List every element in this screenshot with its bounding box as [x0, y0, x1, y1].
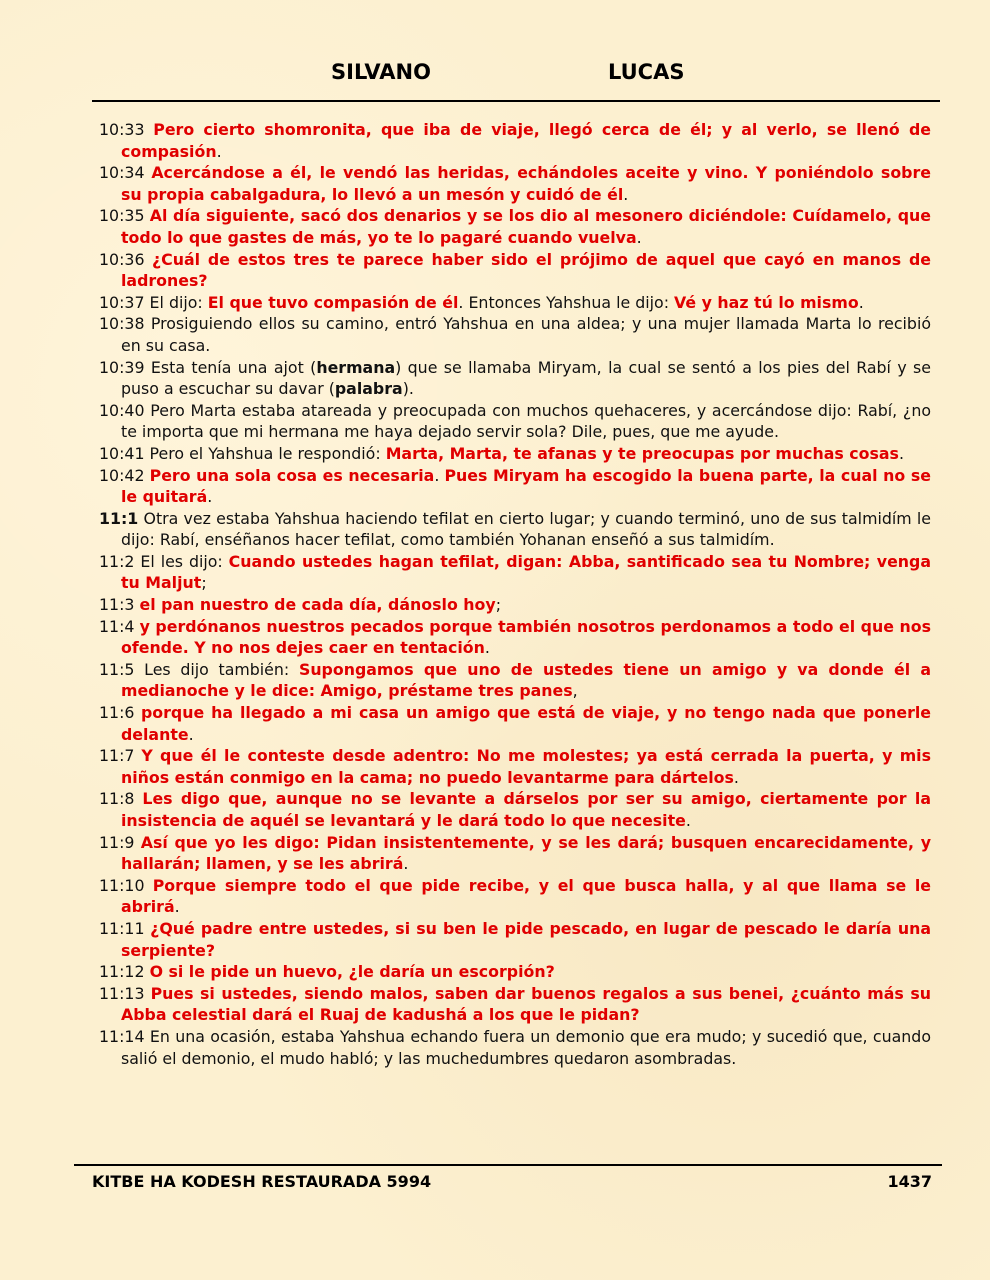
verse-number: 11:11 — [99, 918, 145, 938]
verse-text: . — [858, 292, 864, 312]
verse-number: 11:7 — [99, 746, 135, 766]
verse-text: Esta tenía una ajot ( — [144, 357, 317, 377]
verse-text: . — [733, 767, 739, 787]
page-footer — [92, 1172, 932, 1191]
verse-text-red: Marta, Marta, te afanas y te preocupas por muchas cosas — [385, 443, 899, 463]
verse-text: El les dijo: — [134, 551, 229, 571]
verse-text-red: El que tuvo compasión de él — [207, 292, 459, 312]
verse-number: 11:1 — [99, 508, 139, 528]
verse-text: , — [572, 681, 578, 701]
verse-text: ; — [201, 573, 207, 593]
verse-text: ). — [402, 379, 414, 399]
verse-number: 10:41 — [99, 443, 145, 463]
verse-text-red: Acercándose a él, le vendó las heridas, echándoles aceite y vino. Y poniéndolo sobre su propia cabalgadura, lo llevó a un mesón y cuidó de él — [121, 163, 931, 204]
verse-text-red: O si le pide un huevo, ¿le daría un escorpión? — [149, 962, 555, 982]
header-author: SILVANO — [331, 60, 431, 84]
verse-text-red: ¿Qué padre entre ustedes, si su ben le pide pescado, en lugar de pescado le daría una serpiente? — [121, 918, 931, 960]
verse-text: Prosiguiendo ellos su camino, entró Yahshua en una aldea; y una mujer llamada Marta lo recibió en su casa. — [121, 314, 931, 355]
verse-text-red: Al día siguiente, sacó dos denarios y se los dio al mesonero diciéndole: Cuídamelo, que todo lo que gastes de más, yo te lo pagaré cuando vuelva — [121, 206, 931, 247]
verse — [99, 465, 931, 508]
verse-number: 10:33 — [99, 120, 145, 139]
verse-number: 11:6 — [99, 703, 135, 723]
verse-text: . — [636, 227, 642, 247]
verse-text-red: Y que él le conteste desde adentro: No me molestes; ya está cerrada la puerta, y mis niños están conmigo en la cama; no puedo levantarme para dártelos — [121, 746, 931, 787]
verse-number: 10:39 — [99, 357, 145, 377]
verse-text: . — [898, 443, 904, 463]
verse-number: 11:10 — [99, 875, 145, 895]
verse-text: Otra vez estaba Yahshua haciendo tefilat en cierto lugar; y cuando terminó, uno de sus talmidím le dijo: Rabí, enséñanos hacer tefilat, como también Yohanan enseñó a sus talmidím. — [121, 508, 931, 550]
verse-number: 10:37 — [99, 292, 145, 312]
verse — [99, 616, 931, 659]
verse — [99, 659, 931, 702]
verse-number: 11:2 — [99, 551, 135, 571]
verse-number: 10:36 — [99, 249, 145, 269]
verse-text: El dijo: — [144, 292, 208, 312]
verse-number: 11:14 — [99, 1026, 145, 1046]
verse-text-red: Pues Miryam ha escogido la buena parte, la cual no se le quitará — [121, 465, 931, 507]
verse-list — [99, 119, 931, 1069]
page-header — [0, 60, 990, 88]
verse-number: 10:42 — [99, 465, 145, 485]
verse-text: . — [484, 638, 490, 658]
verse — [99, 313, 931, 356]
verse — [99, 400, 931, 443]
verse-text: . — [174, 897, 180, 917]
verse — [99, 443, 931, 465]
verse — [99, 918, 931, 961]
verse — [99, 961, 931, 983]
verse-number: 11:8 — [99, 789, 135, 809]
verse-text: Pero el Yahshua le respondió: — [144, 443, 386, 463]
verse — [99, 292, 931, 314]
verse — [99, 119, 931, 162]
verse — [99, 983, 931, 1026]
verse-text-red: Pero una sola cosa es necesaria — [149, 465, 435, 485]
verse — [99, 357, 931, 400]
verse-text-red: Vé y haz tú lo mismo — [674, 292, 859, 312]
verse-text: . — [434, 465, 445, 485]
verse-number: 10:38 — [99, 314, 145, 334]
verse-text — [145, 120, 154, 139]
verse-text: . Entonces Yahshua le dijo: — [458, 292, 675, 312]
verse-text: . — [403, 854, 409, 874]
verse-text-red: Cuando ustedes hagan tefilat, digan: Abba, santificado sea tu Nombre; venga tu Maljut — [121, 551, 931, 593]
page-number: 1437 — [887, 1172, 932, 1191]
footer-divider — [74, 1164, 942, 1166]
verse-text: ; — [495, 595, 502, 615]
verse — [99, 508, 931, 551]
header-book: LUCAS — [608, 60, 685, 84]
verse — [99, 1026, 931, 1069]
verse-text: ) que se llamaba Miryam, la cual se sentó a los pies del Rabí y se puso a escuchar su davar ( — [121, 357, 932, 399]
verse-text: Pero Marta estaba atareada y preocupada con muchos quehaceres, y acercándose dijo: Rabí, ¿no te importa que mi hermana me haya dejado servir sola? Dile, pues, que me ayude. — [121, 400, 931, 442]
verse-text-red: Porque siempre todo el que pide recibe, y el que busca halla, y al que llama se le abrirá — [121, 875, 931, 917]
verse — [99, 594, 931, 616]
verse-number: 11:4 — [99, 616, 135, 636]
verse-text: . — [188, 724, 194, 744]
verse-text-red: ¿Cuál de estos tres te parece haber sido el prójimo de aquel que cayó en manos de ladrones? — [121, 249, 931, 291]
verse-text-red: Pues si ustedes, siendo malos, saben dar buenos regalos a sus benei, ¿cuánto más su Abba celestial dará el Ruaj de kadushá a los que le pidan? — [121, 983, 931, 1025]
verse-number: 11:12 — [99, 962, 145, 982]
verse — [99, 205, 931, 248]
verse-text: . — [685, 811, 691, 830]
verse-text — [145, 250, 152, 269]
verse-number: 10:40 — [99, 400, 145, 420]
verse-text: Les dijo también: — [134, 659, 299, 679]
verse-text-red: porque ha llegado a mi casa un amigo que está de viaje, y no tengo nada que ponerle delante — [121, 703, 931, 744]
verse-number: 11:5 — [99, 659, 135, 679]
verse-text: . — [216, 141, 222, 161]
verse-number: 10:34 — [99, 163, 145, 183]
verse — [99, 788, 931, 831]
verse-text: . — [207, 487, 213, 507]
verse — [99, 832, 931, 875]
verse — [99, 745, 931, 788]
verse-text — [145, 876, 153, 895]
verse-number: 11:13 — [99, 983, 145, 1003]
footer-title: KITBE HA KODESH RESTAURADA 5994 — [92, 1172, 432, 1191]
verse-text-red: Pero cierto shomronita, que iba de viaje, llegó cerca de él; y al verlo, se llenó de compasión — [121, 120, 931, 161]
verse-text: palabra — [334, 379, 403, 399]
verse-number: 11:9 — [99, 832, 135, 852]
verse-text: hermana — [316, 357, 396, 377]
verse — [99, 162, 931, 205]
verse-number: 11:3 — [99, 595, 135, 615]
verse — [99, 551, 931, 594]
header-divider — [92, 100, 940, 102]
verse-text-red: y perdónanos nuestros pecados porque también nosotros perdonamos a todo el que nos ofende. Y no nos dejes caer en tentación — [121, 616, 931, 658]
verse-text: En una ocasión, estaba Yahshua echando fuera un demonio que era mudo; y sucedió que, cuando salió el demonio, el mudo habló; y las muchedumbres quedaron asombradas. — [121, 1026, 931, 1068]
verse-number: 10:35 — [99, 206, 145, 226]
verse — [99, 702, 931, 745]
verse — [99, 249, 931, 292]
verse-text-red: Así que yo les digo: Pidan insistentemente, y se les dará; busquen encarecidamente, y hallarán; llamen, y se les abrirá — [121, 832, 931, 874]
verse-text: . — [623, 184, 629, 204]
verse-text-red: Les digo que, aunque no se levante a dárselos por ser su amigo, ciertamente por la insistencia de aquél se levantará y le dará todo lo que necesite — [121, 789, 931, 830]
verse-text-red: Supongamos que uno de ustedes tiene un amigo y va donde él a medianoche y le dice: Amigo, préstame tres panes — [121, 659, 931, 701]
verse-text-red: el pan nuestro de cada día, dánoslo hoy — [139, 595, 496, 615]
verse — [99, 875, 931, 918]
